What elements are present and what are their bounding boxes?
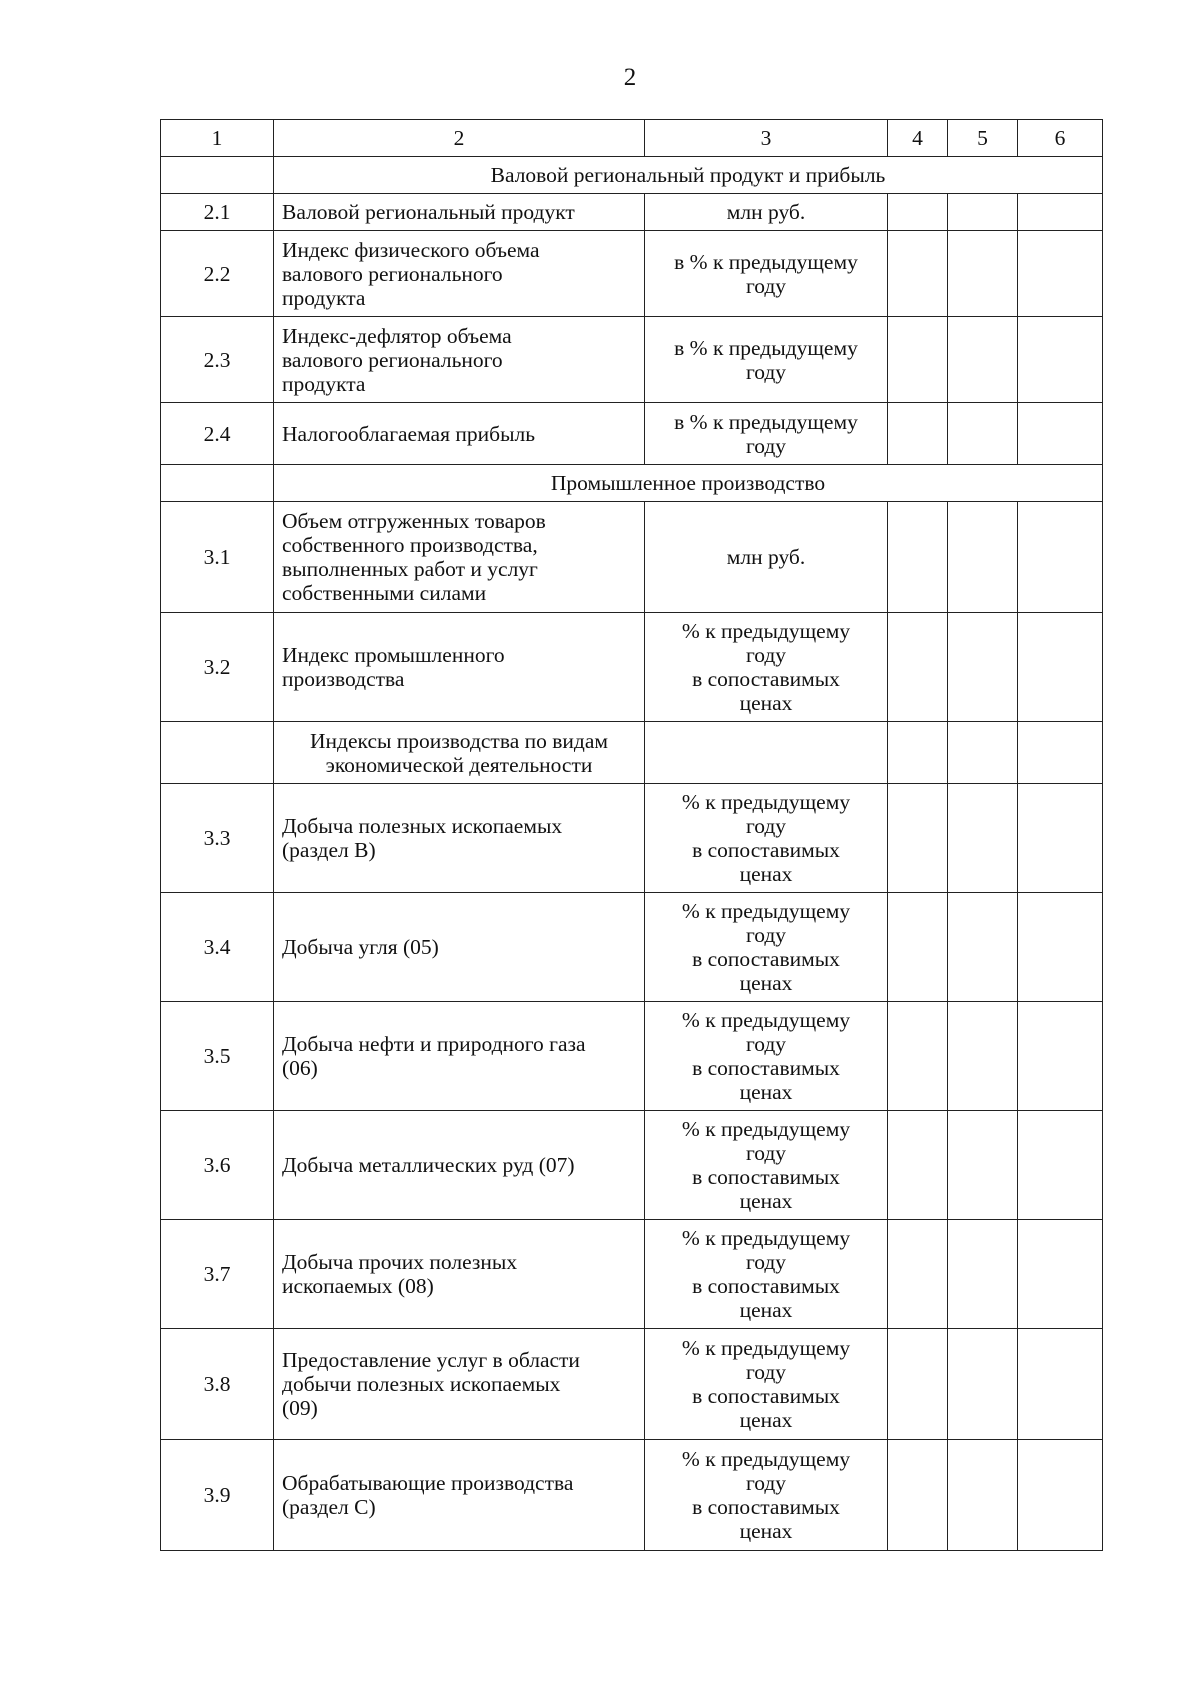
row-number: 3.5 [161,1002,274,1111]
table-row [161,317,1103,403]
value-cell-5 [948,502,1018,613]
row-number: 3.7 [161,1220,274,1329]
value-cell-4 [888,1220,948,1329]
value-cell-4 [888,317,948,403]
row-unit: млн руб. [645,502,888,613]
column-header-row [161,120,1103,157]
value-cell-6 [1018,403,1103,465]
value-cell-4 [888,403,948,465]
row-unit: % к предыдущему году в сопоставимых ценах [645,784,888,893]
value-cell-5 [948,1440,1018,1551]
row-unit: % к предыдущему году в сопоставимых ценах [645,893,888,1002]
column-header-4: 4 [888,120,948,157]
value-cell-4 [888,1329,948,1440]
value-cell-5 [948,194,1018,231]
value-cell-5 [948,722,1018,784]
row-indicator-name: Добыча угля (05) [274,893,645,1002]
row-indicator-name: Предоставление услуг в области добычи полезных ископаемых (09) [274,1329,645,1440]
column-header-2: 2 [274,120,645,157]
row-number: 2.3 [161,317,274,403]
value-cell-4 [888,1440,948,1551]
value-cell-4 [888,893,948,1002]
row-number: 2.4 [161,403,274,465]
row-unit: % к предыдущему году в сопоставимых ценах [645,1002,888,1111]
value-cell-4 [888,784,948,893]
row-indicator-name: Добыча полезных ископаемых (раздел B) [274,784,645,893]
value-cell-6 [1018,722,1103,784]
table-row [161,194,1103,231]
row-number: 3.9 [161,1440,274,1551]
value-cell-5 [948,893,1018,1002]
value-cell-4 [888,1002,948,1111]
row-indicator-name: Индекс-дефлятор объема валового регионального продукта [274,317,645,403]
row-unit: % к предыдущему году в сопоставимых ценах [645,613,888,722]
value-cell-5 [948,1329,1018,1440]
row-indicator-name: Объем отгруженных товаров собственного производства, выполненных работ и услуг собственными силами [274,502,645,613]
section-title: Валовой региональный продукт и прибыль [274,157,1103,194]
row-indicator-name: Обрабатывающие производства (раздел C) [274,1440,645,1551]
value-cell-5 [948,1002,1018,1111]
row-unit: % к предыдущему году в сопоставимых ценах [645,1440,888,1551]
row-indicator-name: Налогооблагаемая прибыль [274,403,645,465]
value-cell-4 [888,231,948,317]
row-number: 3.2 [161,613,274,722]
table-row [161,1220,1103,1329]
value-cell-5 [948,784,1018,893]
table-row [161,231,1103,317]
row-number [161,465,274,502]
table-row [161,1111,1103,1220]
row-unit: в % к предыдущему году [645,403,888,465]
value-cell-5 [948,403,1018,465]
value-cell-6 [1018,893,1103,1002]
table-row [161,893,1103,1002]
section-row [161,157,1103,194]
row-number: 3.3 [161,784,274,893]
table-row [161,613,1103,722]
section-row [161,465,1103,502]
column-header-1: 1 [161,120,274,157]
section-title: Промышленное производство [274,465,1103,502]
value-cell-6 [1018,231,1103,317]
subheading-row [161,722,1103,784]
value-cell-6 [1018,1002,1103,1111]
row-number: 2.1 [161,194,274,231]
row-unit: в % к предыдущему году [645,231,888,317]
value-cell-6 [1018,1440,1103,1551]
row-number [161,722,274,784]
column-header-3: 3 [645,120,888,157]
value-cell-4 [888,502,948,613]
row-unit [645,722,888,784]
value-cell-6 [1018,317,1103,403]
value-cell-5 [948,1111,1018,1220]
value-cell-6 [1018,613,1103,722]
value-cell-4 [888,722,948,784]
table-row [161,784,1103,893]
table-row [161,1329,1103,1440]
value-cell-6 [1018,784,1103,893]
value-cell-5 [948,231,1018,317]
column-header-5: 5 [948,120,1018,157]
row-unit: % к предыдущему году в сопоставимых ценах [645,1220,888,1329]
page-number: 2 [623,64,637,91]
row-indicator-name: Индекс промышленного производства [274,613,645,722]
row-unit: % к предыдущему году в сопоставимых ценах [645,1111,888,1220]
value-cell-6 [1018,1220,1103,1329]
row-number [161,157,274,194]
row-indicator-name: Добыча нефти и природного газа (06) [274,1002,645,1111]
row-unit: в % к предыдущему году [645,317,888,403]
row-number: 3.1 [161,502,274,613]
row-number: 3.6 [161,1111,274,1220]
row-indicator-name: Добыча прочих полезных ископаемых (08) [274,1220,645,1329]
subheading-title: Индексы производства по видам экономической деятельности [274,722,645,784]
table-row [161,1440,1103,1551]
value-cell-5 [948,613,1018,722]
table-row [161,1002,1103,1111]
row-number: 2.2 [161,231,274,317]
table-row [161,502,1103,613]
row-number: 3.8 [161,1329,274,1440]
value-cell-6 [1018,502,1103,613]
row-number: 3.4 [161,893,274,1002]
column-header-6: 6 [1018,120,1103,157]
row-indicator-name: Добыча металлических руд (07) [274,1111,645,1220]
row-unit: % к предыдущему году в сопоставимых ценах [645,1329,888,1440]
value-cell-6 [1018,1111,1103,1220]
value-cell-5 [948,317,1018,403]
indicators-table [160,119,1103,1551]
value-cell-4 [888,194,948,231]
value-cell-5 [948,1220,1018,1329]
row-unit: млн руб. [645,194,888,231]
value-cell-6 [1018,194,1103,231]
value-cell-6 [1018,1329,1103,1440]
value-cell-4 [888,613,948,722]
value-cell-4 [888,1111,948,1220]
row-indicator-name: Валовой региональный продукт [274,194,645,231]
table-row [161,403,1103,465]
row-indicator-name: Индекс физического объема валового регионального продукта [274,231,645,317]
